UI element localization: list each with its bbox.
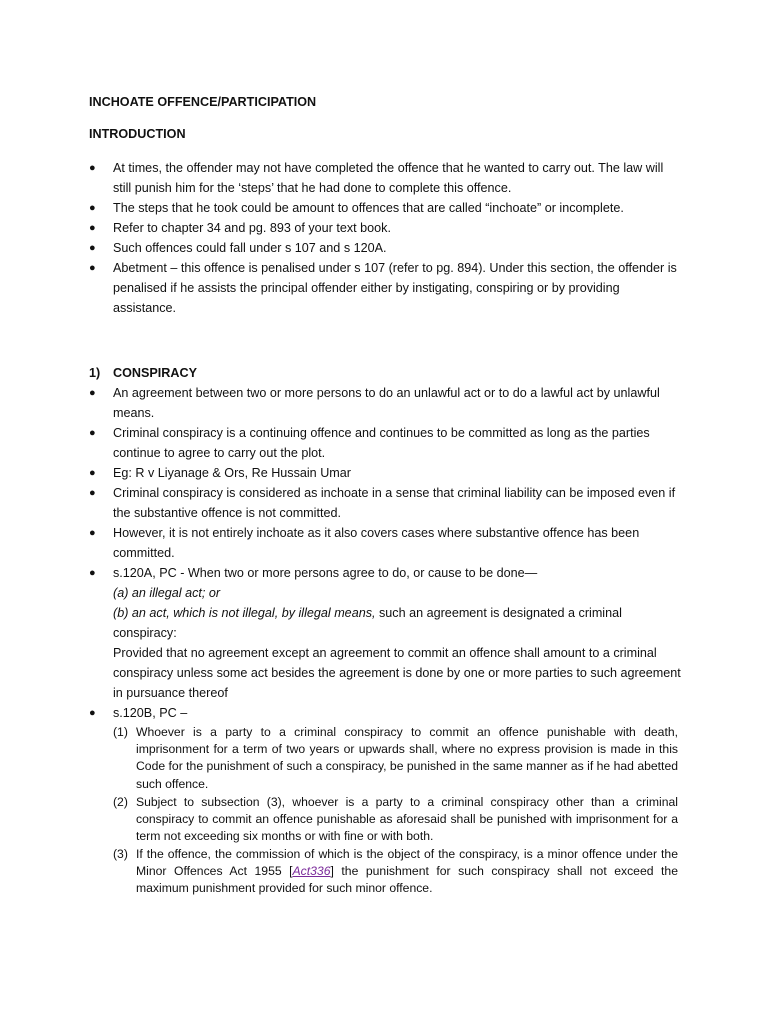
conspiracy-bullet-2: Criminal conspiracy is a continuing offence and continues to be committed as long as the parties continue to agree to carry out the plot. [113, 426, 650, 460]
bullet-marker: ● [89, 262, 96, 274]
conspiracy-bullet-4: Criminal conspiracy is considered as inchoate in a sense that criminal liability can be imposed even if the substantive offence is not committed. [113, 486, 676, 520]
s120b-item-2 [113, 794, 678, 846]
conspiracy-bullet-5: However, it is not entirely inchoate as it also covers cases where substantive offence has been committed. [113, 526, 640, 560]
conspiracy-heading: CONSPIRACY [113, 366, 197, 380]
bullet-marker: ● [89, 162, 96, 174]
s120b-item-1 [113, 724, 678, 793]
bullet-marker: ● [89, 487, 96, 499]
bullet-marker: ● [89, 707, 96, 719]
bullet-marker: ● [89, 202, 96, 214]
act336-link[interactable]: Act336 [292, 864, 331, 879]
bullet-marker: ● [89, 222, 96, 234]
section-number: 1) [89, 366, 101, 380]
document-title: INCHOATE OFFENCE/PARTICIPATION [89, 95, 317, 109]
s120b-item3-text-before: If the offence, the commission of which is the object of the conspiracy, is a minor offence under the Minor Offences Act 1955 [ [136, 847, 678, 879]
s120a-clause-a: (a) an illegal act; or [113, 586, 221, 600]
bullet-marker: ● [89, 242, 96, 254]
bullet-marker: ● [89, 427, 96, 439]
s120b-item-number: (3) [113, 847, 128, 861]
intro-bullet-2: The steps that he took could be amount to offences that are called “inchoate” or incomplete. [113, 201, 624, 215]
s120a-clause-b-rest: such an agreement is designated a criminal conspiracy: [113, 606, 622, 640]
bullet-marker: ● [89, 527, 96, 539]
s120b-item-3 [113, 846, 678, 898]
s120b-item-text [136, 846, 678, 898]
conspiracy-bullet-3: Eg: R v Liyanage & Ors, Re Hussain Umar [113, 466, 351, 480]
s120a-lead: s.120A, PC - When two or more persons agree to do, or cause to be done— [113, 566, 538, 580]
s120b-lead: s.120B, PC – [113, 706, 188, 720]
bullet-marker: ● [89, 567, 96, 579]
s120a-clause-b-italic: (b) an act, which is not illegal, by illegal means, [113, 606, 376, 620]
s120b-item3-text-after: ] the punishment for such conspiracy shall not exceed the maximum punishment provided for such minor offence. [136, 864, 678, 896]
s120b-item-number: (2) [113, 795, 128, 809]
bullet-marker: ● [89, 467, 96, 479]
s120b-item-text: Subject to subsection (3), whoever is a party to a criminal conspiracy other than a criminal conspiracy to commit an offence punishable as aforesaid shall be punished with imprisonment for a term not exceeding six months or with fine or with both. [136, 795, 678, 844]
intro-heading: INTRODUCTION [89, 127, 186, 141]
s120b-item-number: (1) [113, 725, 128, 739]
s120b-item-text: Whoever is a party to a criminal conspiracy to commit an offence punishable with death, imprisonment for a term of two years or upwards shall, where no express provision is made in this Code for the punishment of such a conspiracy, be punished in the same manner as if he had abetted such offence. [136, 725, 678, 791]
bullet-marker: ● [89, 387, 96, 399]
intro-bullet-1: At times, the offender may not have completed the offence that he wanted to carry out. The law will still punish him for the ‘steps’ that he had done to complete this offence. [113, 161, 664, 195]
intro-bullet-5: Abetment – this offence is penalised under s 107 (refer to pg. 894). Under this section, the offender is penalised if he assists the principal offender either by instigating, conspiring or by providing assistance. [113, 261, 677, 315]
s120a-proviso: Provided that no agreement except an agreement to commit an offence shall amount to a criminal conspiracy unless some act besides the agreement is done by one or more parties to such agreement in pursuance thereof [113, 646, 681, 700]
intro-bullet-4: Such offences could fall under s 107 and s 120A. [113, 241, 387, 255]
conspiracy-bullet-1: An agreement between two or more persons to do an unlawful act or to do a lawful act by unlawful means. [113, 386, 660, 420]
intro-bullet-3: Refer to chapter 34 and pg. 893 of your text book. [113, 221, 391, 235]
s120a-clause-b [113, 603, 683, 643]
